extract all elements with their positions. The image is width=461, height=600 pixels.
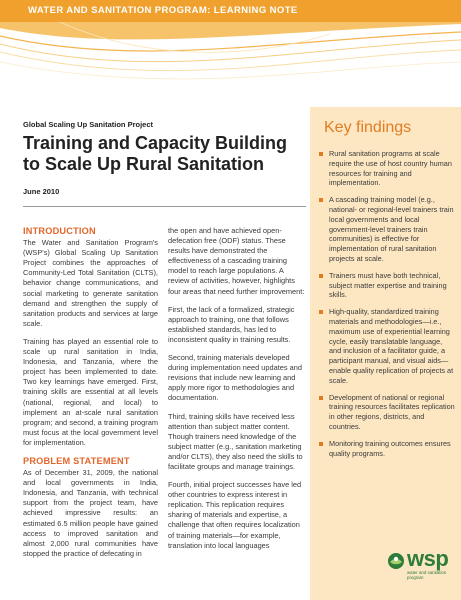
intro-paragraph-2: Training has played an essential role to scale up rural sanitation in India, Indonesia, and Tanzania, where the project has been implemented to date. Two key learnings have emerged. First, training skills are essential at all levels (national, regional, and local) to implement an at-scale rural sanitation program; and second, a training program must focus at the local government level for implementation. [23,336,158,447]
body-paragraph-4: Third, training skills have received less attention than subject matter content. Though trainers need knowledge of the subject matter (e.g., sanitation marketing and/or CLTS), they also need the skills to facilitate groups and manage trainings. [168,411,303,471]
publication-date: June 2010 [23,187,60,196]
top-banner [0,0,461,22]
column-left [23,226,158,567]
intro-heading: INTRODUCTION [23,226,96,236]
logo-subtitle: water and sanitation program [407,570,447,581]
bullet-icon [319,442,323,446]
finding-text: High-quality, standardized training materials and methodologies—i.e., maximum use of experiential learning cycle, easily translatable language, and inclusion of a facilitator guide, a participant manual, and visual aids—enable quality replication of projects at scale. [329,307,454,385]
title-line-1: Training and Capacity Building [23,133,288,153]
page-title [23,133,293,175]
logo-circle-icon [387,552,405,570]
bullet-icon [319,396,323,400]
wsp-logo [387,546,459,586]
decorative-swirl-graphic [0,22,461,100]
finding-text: Trainers must have both technical, subject matter expertise and training skills. [329,270,447,300]
list-item [318,307,456,385]
title-line-2: to Scale Up Rural Sanitation [23,154,265,174]
project-label: Global Scaling Up Sanitation Project [23,120,154,129]
list-item [318,271,456,300]
bullet-icon [319,274,323,278]
column-middle [168,226,305,559]
key-findings-list [318,149,456,465]
banner-title: WATER AND SANITATION PROGRAM: LEARNING NOTE [28,5,298,16]
divider [23,206,306,207]
finding-text: Rural sanitation programs at scale require the use of host country human resources for training and implementation. [329,149,452,188]
finding-text: A cascading training model (e.g., national- or regional-level trainers train local governments and local government-level trainers train communities) is effective for implementation of rural sanitation projects at scale. [329,195,454,263]
key-findings-title: Key findings [324,119,412,136]
intro-paragraph-1: The Water and Sanitation Program's (WSP's) Global Scaling Up Sanitation Project combines the approaches of Community-Led Total Sanitation (CLTS), behavior change communications, and social marketing to generate sanitation demand and strengthen the supply of sanitation products and services at large scale. [23,238,158,328]
finding-text: Development of national or regional training resources facilitates replication in other regions, districts, and countries. [329,392,455,431]
list-item [318,149,456,188]
logo-wordmark: wsp [407,546,449,571]
bullet-icon [319,198,323,202]
body-paragraph-1: the open and have achieved open-defecation free (ODF) status. These results have demonstrated the effectiveness of a cascading training model to reach large populations. A review of activities, however, highlights four areas that need further improvement: [168,226,305,296]
body-paragraph-3: Second, training materials developed during implementation need updates and revisions that include new learning and apply more rigor to methodologies and documentation. [168,353,302,403]
list-item [318,439,456,459]
key-findings-sidebar [310,107,461,600]
list-item [318,393,456,432]
bullet-icon [319,152,323,156]
finding-text: Monitoring training outcomes ensures quality programs. [329,438,451,458]
problem-paragraph-1: As of December 31, 2009, the national and local governments in India, Indonesia, and Tanzania, with technical support from the project team, have achieved impressive results: an estimated 6.5 million people have gained access to improved sanitation and almost 2,000 rural communities have stopped the practice of defecating in [23,468,158,558]
body-paragraph-2: First, the lack of a formalized, strategic approach to training, one that follows established standards, has led to inconsistent quality in training results. [168,304,295,344]
body-paragraph-5: Fourth, initial project successes have led other countries to express interest in replication. This replication requires sharing of materials and expertise, a challenge that often requires localization of training materials—for example, translation into local languages [168,480,302,550]
list-item [318,195,456,264]
problem-heading: PROBLEM STATEMENT [23,455,130,466]
bullet-icon [319,310,323,314]
